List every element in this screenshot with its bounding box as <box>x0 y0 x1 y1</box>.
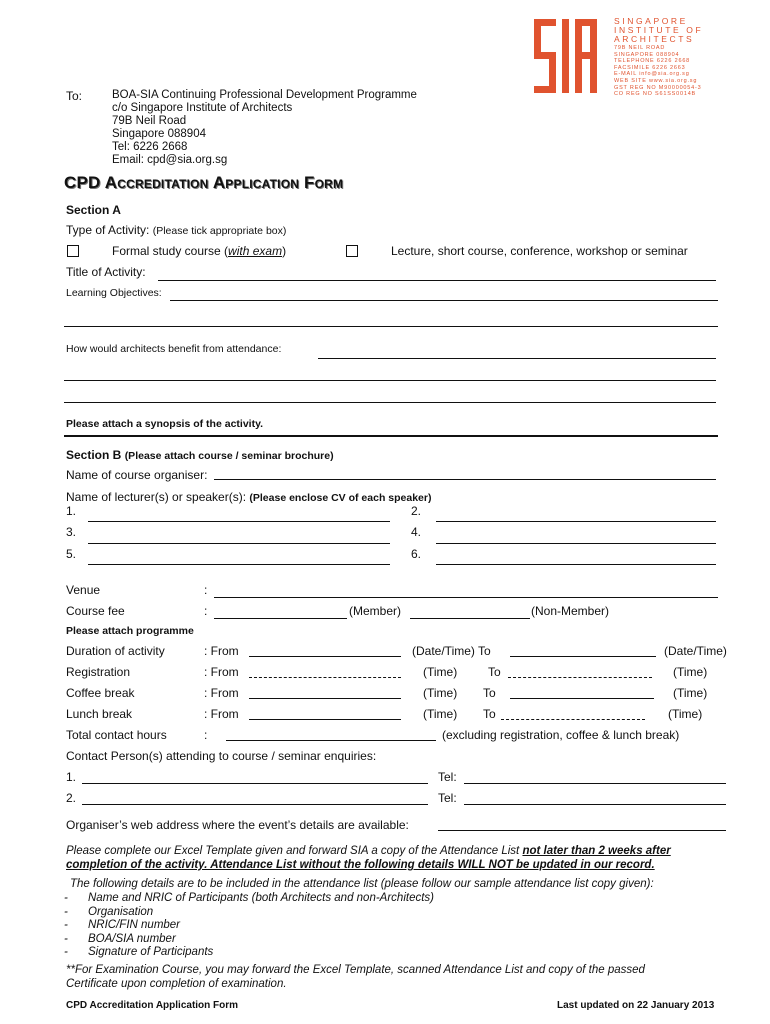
lecturer-field-6[interactable] <box>436 564 716 565</box>
footer-updated: Last updated on 22 January 2013 <box>557 1000 715 1011</box>
tel-1-field[interactable] <box>464 783 726 784</box>
benefit-field-3[interactable] <box>64 402 716 403</box>
lecturer-field-3[interactable] <box>88 543 390 544</box>
lunch-from: : From <box>204 707 239 721</box>
member-fee-field[interactable] <box>214 618 347 619</box>
list-item: - NRIC/FIN number <box>64 919 181 931</box>
learning-objectives-field-1[interactable] <box>170 300 718 301</box>
section-b-heading: Section B (Please attach course / seminar brochure) <box>66 448 334 462</box>
benefit-field-1[interactable] <box>318 358 716 359</box>
contact-num-1: 1. <box>66 770 77 784</box>
details-list <box>64 892 434 960</box>
lecture-checkbox[interactable] <box>346 245 358 257</box>
title-of-activity-label: Title of Activity: <box>66 265 146 279</box>
registration-from: : From <box>204 665 239 679</box>
coffee-time-2: (Time) <box>673 686 708 700</box>
excluding-note: (excluding registration, coffee & lunch break) <box>442 728 680 742</box>
to-label: To: <box>66 89 83 103</box>
tel-label-2: Tel: <box>438 791 457 805</box>
footer-form-name: CPD Accreditation Application Form <box>66 1000 239 1011</box>
lunch-to-field[interactable] <box>501 719 645 720</box>
sia-logo <box>532 17 607 95</box>
coffee-to: To <box>483 686 496 700</box>
registration-time-1: (Time) <box>423 665 458 679</box>
lunch-to: To <box>483 707 496 721</box>
tel-2-field[interactable] <box>464 804 726 805</box>
lunch-from-field[interactable] <box>249 719 401 720</box>
web-address-field[interactable] <box>438 830 726 831</box>
formal-study-checkbox[interactable] <box>67 245 79 257</box>
coffee-from: : From <box>204 686 239 700</box>
registration-from-field[interactable] <box>249 677 401 678</box>
list-item: - Name and NRIC of Participants (both Architects and non-Architects) <box>64 892 434 904</box>
logo-text: SINGAPORE INSTITUTE OF ARCHITECTS 79B NEIL ROAD SINGAPORE 088904 TELEPHONE 6226 2668 FACSIMILE 6226 2663 E-MAIL info@sia.org.sg WEB SITE www.sia.org.sg GST REG NO M90000054-3 CO REG NO S61SS0014B <box>614 16 704 98</box>
details-intro: The following details are to be included in the attendance list (please follow our sample attendance list copy given): <box>70 878 654 890</box>
lecturer-num-1: 1. <box>66 504 77 518</box>
total-hours-colon: : <box>204 728 208 742</box>
coffee-label: Coffee break <box>66 686 135 700</box>
lunch-time-1: (Time) <box>423 707 458 721</box>
contact-label: Contact Person(s) attending to course / seminar enquiries: <box>66 749 377 763</box>
learning-objectives-label: Learning Objectives: <box>66 287 162 299</box>
lunch-time-2: (Time) <box>668 707 703 721</box>
programme-note: Please attach programme <box>66 625 194 637</box>
duration-from: : From <box>204 644 239 658</box>
form-title: CPD Accreditation Application Form <box>64 173 344 192</box>
lecturer-field-2[interactable] <box>436 521 716 522</box>
web-address-label: Organiser’s web address where the event’s details are available: <box>66 818 409 832</box>
coffee-to-field[interactable] <box>510 698 654 699</box>
venue-label: Venue <box>66 583 101 597</box>
synopsis-note: Please attach a synopsis of the activity. <box>66 418 264 430</box>
registration-label: Registration <box>66 665 131 679</box>
registration-time-2: (Time) <box>673 665 708 679</box>
fee-label: Course fee <box>66 604 125 618</box>
contact-person-1-field[interactable] <box>82 783 428 784</box>
venue-colon: : <box>204 583 208 597</box>
lecturer-num-5: 5. <box>66 547 77 561</box>
address-block: BOA-SIA Continuing Professional Development Programme c/o Singapore Institute of Architects 79B Neil Road Singapore 088904 Tel: 6226 2668 Email: cpd@sia.org.sg <box>112 89 417 166</box>
section-a-heading: Section A <box>66 203 121 217</box>
lunch-label: Lunch break <box>66 707 133 721</box>
total-hours-field[interactable] <box>226 740 436 741</box>
section-divider <box>64 435 718 437</box>
benefit-label: How would architects benefit from attendance: <box>66 343 282 355</box>
exam-note-line-2: Certificate upon completion of examination. <box>66 978 287 990</box>
attendance-note-line-1: Please complete our Excel Template given and forward SIA a copy of the Attendance List not later than 2 weeks after <box>66 845 671 857</box>
list-item: - BOA/SIA number <box>64 932 176 945</box>
lecturer-num-4: 4. <box>411 525 422 539</box>
duration-to-field[interactable] <box>510 656 656 657</box>
exam-note-line-1: **For Examination Course, you may forward the Excel Template, scanned Attendance List and copy of the passed <box>66 964 645 976</box>
contact-num-2: 2. <box>66 791 77 805</box>
lecturer-num-6: 6. <box>411 547 422 561</box>
total-hours-label: Total contact hours <box>66 728 167 742</box>
learning-objectives-field-2[interactable] <box>64 326 718 327</box>
duration-from-field[interactable] <box>249 656 401 657</box>
non-member-label: (Non-Member) <box>531 604 610 618</box>
contact-person-2-field[interactable] <box>82 804 428 805</box>
type-of-activity-label: Type of Activity: (Please tick appropriate box) <box>66 223 287 237</box>
fee-colon: : <box>204 604 208 618</box>
member-label: (Member) <box>349 604 402 618</box>
formal-study-label: Formal study course (with exam) <box>112 244 287 258</box>
lecturer-field-1[interactable] <box>88 521 390 522</box>
duration-to: (Date/Time) To <box>412 644 491 658</box>
organiser-label: Name of course organiser: <box>66 468 208 482</box>
lecturer-field-5[interactable] <box>88 564 390 565</box>
benefit-field-2[interactable] <box>64 380 716 381</box>
lecture-label: Lecture, short course, conference, workshop or seminar <box>391 244 688 258</box>
coffee-time-1: (Time) <box>423 686 458 700</box>
tel-label-1: Tel: <box>438 770 457 784</box>
lecturer-num-3: 3. <box>66 525 77 539</box>
organiser-field[interactable] <box>214 479 716 480</box>
duration-end-unit: (Date/Time) <box>664 644 727 658</box>
lecturer-num-2: 2. <box>411 504 422 518</box>
list-item: - Organisation <box>64 905 154 918</box>
attendance-note-line-2: completion of the activity. Attendance List without the following details WILL NOT be updated in our record. <box>66 859 655 871</box>
non-member-fee-field[interactable] <box>410 618 530 619</box>
coffee-from-field[interactable] <box>249 698 401 699</box>
registration-to: To <box>488 665 501 679</box>
title-of-activity-field[interactable] <box>158 280 716 281</box>
lecturer-field-4[interactable] <box>436 543 716 544</box>
duration-label: Duration of activity <box>66 644 165 658</box>
lecturer-label: Name of lecturer(s) or speaker(s): (Please enclose CV of each speaker) <box>66 490 432 504</box>
registration-to-field[interactable] <box>508 677 652 678</box>
venue-field[interactable] <box>214 597 718 598</box>
list-item: - Signature of Participants <box>64 946 214 958</box>
